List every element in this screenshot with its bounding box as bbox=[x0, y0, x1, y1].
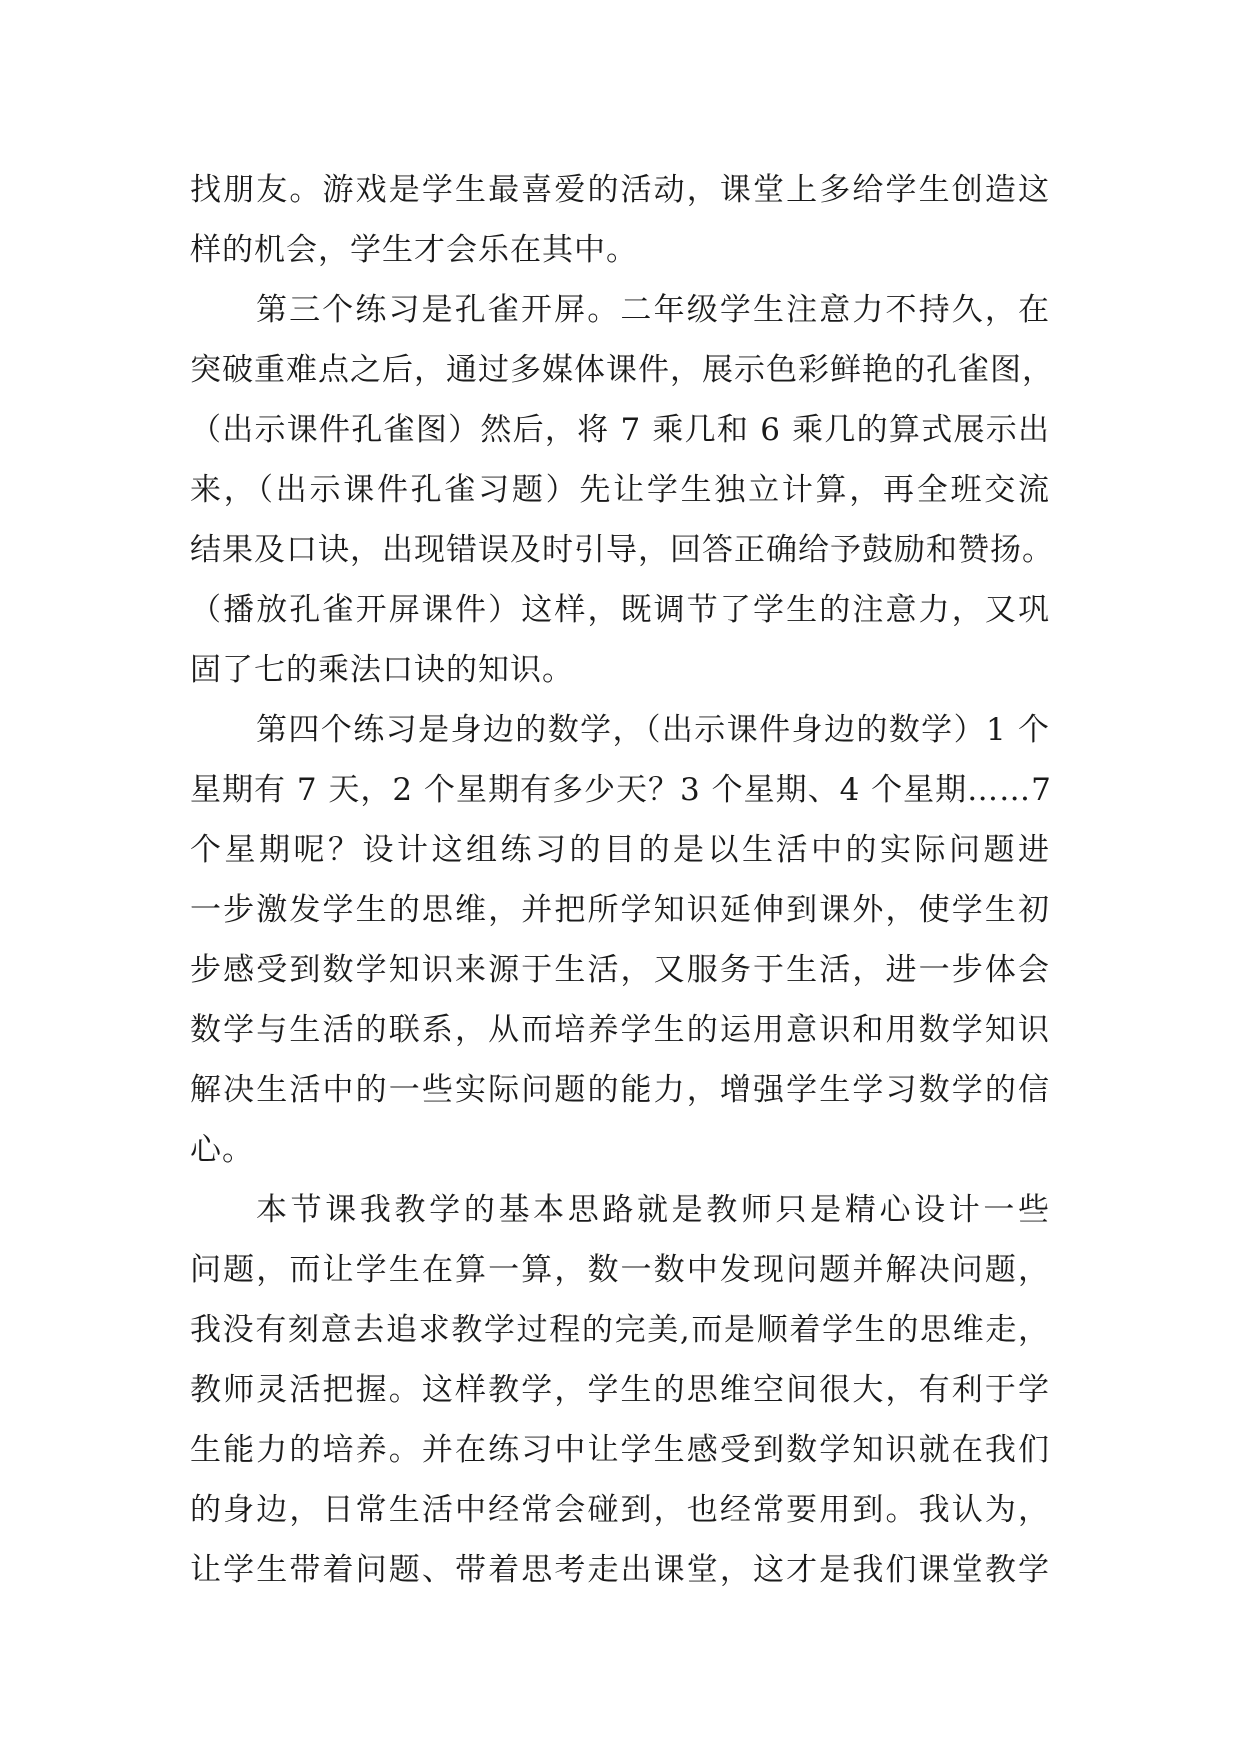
text-line: 固了七的乘法口诀的知识。 bbox=[190, 652, 574, 688]
text-line: 星期有 7 天，2 个星期有多少天？3 个星期、4 个星期……7 bbox=[190, 772, 1052, 808]
text-line: 第四个练习是身边的数学，（出示课件身边的数学）1 个 bbox=[256, 712, 1050, 748]
text-line: 问题，而让学生在算一算，数一数中发现问题并解决问题， bbox=[190, 1252, 1050, 1288]
text-line: （出示课件孔雀图）然后，将 7 乘几和 6 乘几的算式展示出 bbox=[190, 412, 1050, 448]
text-line: 的身边，日常生活中经常会碰到，也经常要用到。我认为， bbox=[190, 1492, 1050, 1528]
text-line: 解决生活中的一些实际问题的能力，增强学生学习数学的信 bbox=[190, 1072, 1050, 1108]
text-line: 结果及口诀，出现错误及时引导，回答正确给予鼓励和赞扬。 bbox=[190, 532, 1054, 568]
text-line: （播放孔雀开屏课件）这样，既调节了学生的注意力，又巩 bbox=[190, 592, 1050, 628]
text-line: 数学与生活的联系，从而培养学生的运用意识和用数学知识 bbox=[190, 1012, 1050, 1048]
text-line: 我没有刻意去追求教学过程的完美,而是顺着学生的思维走， bbox=[190, 1312, 1050, 1348]
text-line: 样的机会，学生才会乐在其中。 bbox=[190, 232, 638, 268]
text-line: 生能力的培养。并在练习中让学生感受到数学知识就在我们 bbox=[190, 1432, 1050, 1468]
body-text bbox=[190, 160, 1054, 1600]
text-line: 让学生带着问题、带着思考走出课堂，这才是我们课堂教学 bbox=[190, 1552, 1050, 1588]
text-line: 步感受到数学知识来源于生活，又服务于生活，进一步体会 bbox=[190, 952, 1050, 988]
text-line: 本节课我教学的基本思路就是教师只是精心设计一些 bbox=[256, 1192, 1050, 1228]
text-line: 突破重难点之后，通过多媒体课件，展示色彩鲜艳的孔雀图， bbox=[190, 352, 1054, 388]
text-line: 心。 bbox=[190, 1132, 254, 1168]
text-line: 找朋友。游戏是学生最喜爱的活动，课堂上多给学生创造这 bbox=[190, 172, 1050, 208]
text-line: 个星期呢？设计这组练习的目的是以生活中的实际问题进 bbox=[190, 832, 1050, 868]
text-line: 来，（出示课件孔雀习题）先让学生独立计算，再全班交流 bbox=[190, 472, 1050, 508]
text-line: 一步激发学生的思维，并把所学知识延伸到课外，使学生初 bbox=[190, 892, 1050, 928]
text-line: 教师灵活把握。这样教学，学生的思维空间很大，有利于学 bbox=[190, 1372, 1050, 1408]
text-line: 第三个练习是孔雀开屏。二年级学生注意力不持久，在 bbox=[256, 292, 1050, 328]
